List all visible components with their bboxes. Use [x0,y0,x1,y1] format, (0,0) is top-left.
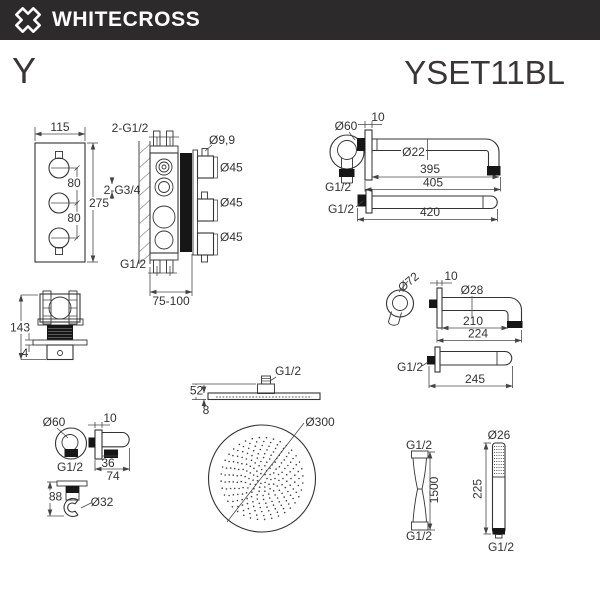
dim-spout-flange: Ø72 [395,269,422,295]
fixing-unit-view [9,291,87,360]
dim-arm-length-inner: 395 [419,162,441,176]
label-inlets: 2-G1/2 [111,121,149,135]
label-hose-thread-bottom: G1/2 [405,529,433,543]
shower-arm-view [325,110,501,194]
spout-connector [429,300,437,309]
series-title: Y [12,50,37,91]
head-disc [208,393,320,400]
label-spout-thread: G1/2 [396,360,424,374]
spout-wall-plate [437,288,442,328]
spout-top-tube [440,352,512,366]
dim-valve-height: 275 [88,196,110,210]
label-ceiling-arm-thread: G1/2 [327,202,355,216]
dim-outlet-flange: Ø60 [42,415,66,429]
whitecross-logo-icon [13,5,43,35]
dim-holder-74: 74 [106,469,120,483]
dim-knob-pitch-bottom: 80 [67,211,81,225]
arm-wall-connector [357,138,365,151]
fixing-plate [33,340,87,345]
spout-top-view [397,347,513,388]
dim-hose-length: 1500 [427,476,441,504]
dim-handshower-length: 225 [470,478,485,500]
handshower-thread-band [493,528,506,535]
dim-arm-pipe: Ø22 [402,145,425,159]
side-knob-2 [198,199,214,221]
label-knob1-diameter: Ø45 [220,160,243,175]
dim-mount-depth: 75-100 [152,294,190,308]
label-knob2-diameter: Ø45 [220,195,243,210]
dim-spout-total-length: 245 [464,372,486,386]
dim-spout-pipe: Ø28 [460,283,484,297]
dim-arm-length-outer: 405 [422,175,444,190]
label-outlet-thread: G1/2 [56,460,84,474]
dim-fixing-height: 143 [9,320,31,335]
dim-knob-pitch-top: 80 [67,176,81,190]
fixing-escutcheon [47,345,73,360]
head-connector [262,376,271,384]
dim-holder-plate: 10 [103,411,117,425]
brand-name: WHITECROSS [52,8,201,31]
dim-ceiling-arm-length: 420 [419,205,441,219]
arm-flange-thread [339,169,355,177]
holder-connector [89,438,96,448]
head-nozzle-dots [220,437,303,520]
label-handshower-thread: G1/2 [487,540,515,554]
header-bar [0,0,600,40]
spout-top-connector [427,356,435,365]
valve-body [150,153,178,253]
outlet-hook [64,498,78,516]
handshower-face-dots [494,446,504,474]
ceiling-arm-plate [366,190,372,213]
dim-spout-length-outer: 224 [467,326,489,341]
wall-outlet-view [43,411,130,517]
valve-trim-plate-side [180,153,192,252]
dim-arm-flange: Ø60 [334,119,358,133]
dim-arm-plate: 10 [371,110,385,124]
dim-handshower-diameter: Ø26 [487,428,511,442]
label-hose-thread-top: G1/2 [405,438,433,452]
holder-wall-plate [95,430,102,459]
side-knob-3 [198,233,214,255]
hose-body [413,458,418,522]
handshower-wand [493,443,506,533]
wall-hatching [139,144,150,264]
technical-drawings [0,40,600,600]
dim-valve-width: 115 [50,120,70,134]
label-pin-diameter: Ø9,9 [209,133,236,147]
label-bottom-thread: G1/2 [119,257,147,271]
dim-holder-36: 36 [101,456,115,470]
outlet-thread-front [65,449,79,457]
spout-tip [507,321,523,328]
spout-top-plate [435,347,440,372]
dim-fixing-plate-thickness: 4 [21,346,29,360]
arm-wall-plate [365,130,372,180]
valve-front-view [35,120,112,262]
valve-side-view [104,121,243,308]
spout-side-view [387,269,523,343]
ceiling-arm-view [328,190,498,222]
label-outlets: 2-G3/4 [103,183,141,197]
hose-fitting-top [412,451,429,458]
holder-arm [102,433,129,447]
dim-head-diameter: Ø300 [305,415,335,429]
arm-outlet-tip [487,166,501,176]
head-top-view [209,415,336,532]
label-arm-thread: G1/2 [324,180,352,194]
head-side-view [188,364,320,417]
dim-hook-diameter: Ø32 [90,495,114,509]
dim-spout-plate: 10 [444,269,458,283]
side-knob-1 [198,156,214,178]
outlet-plate-bottom [57,481,87,486]
fixing-screw-hole [58,351,63,356]
dim-spout-length-inner: 210 [462,314,484,328]
label-head-thread: G1/2 [274,364,302,378]
dim-head-height: 52 [189,383,204,398]
handshower-view [471,428,515,554]
spout-flange-front [387,290,414,317]
dim-outlet-height: 88 [48,489,63,504]
label-knob3-diameter: Ø45 [220,230,243,244]
hose-view [406,438,441,543]
dim-head-thickness: 8 [202,403,210,417]
model-code: YSET11BL [404,54,565,91]
